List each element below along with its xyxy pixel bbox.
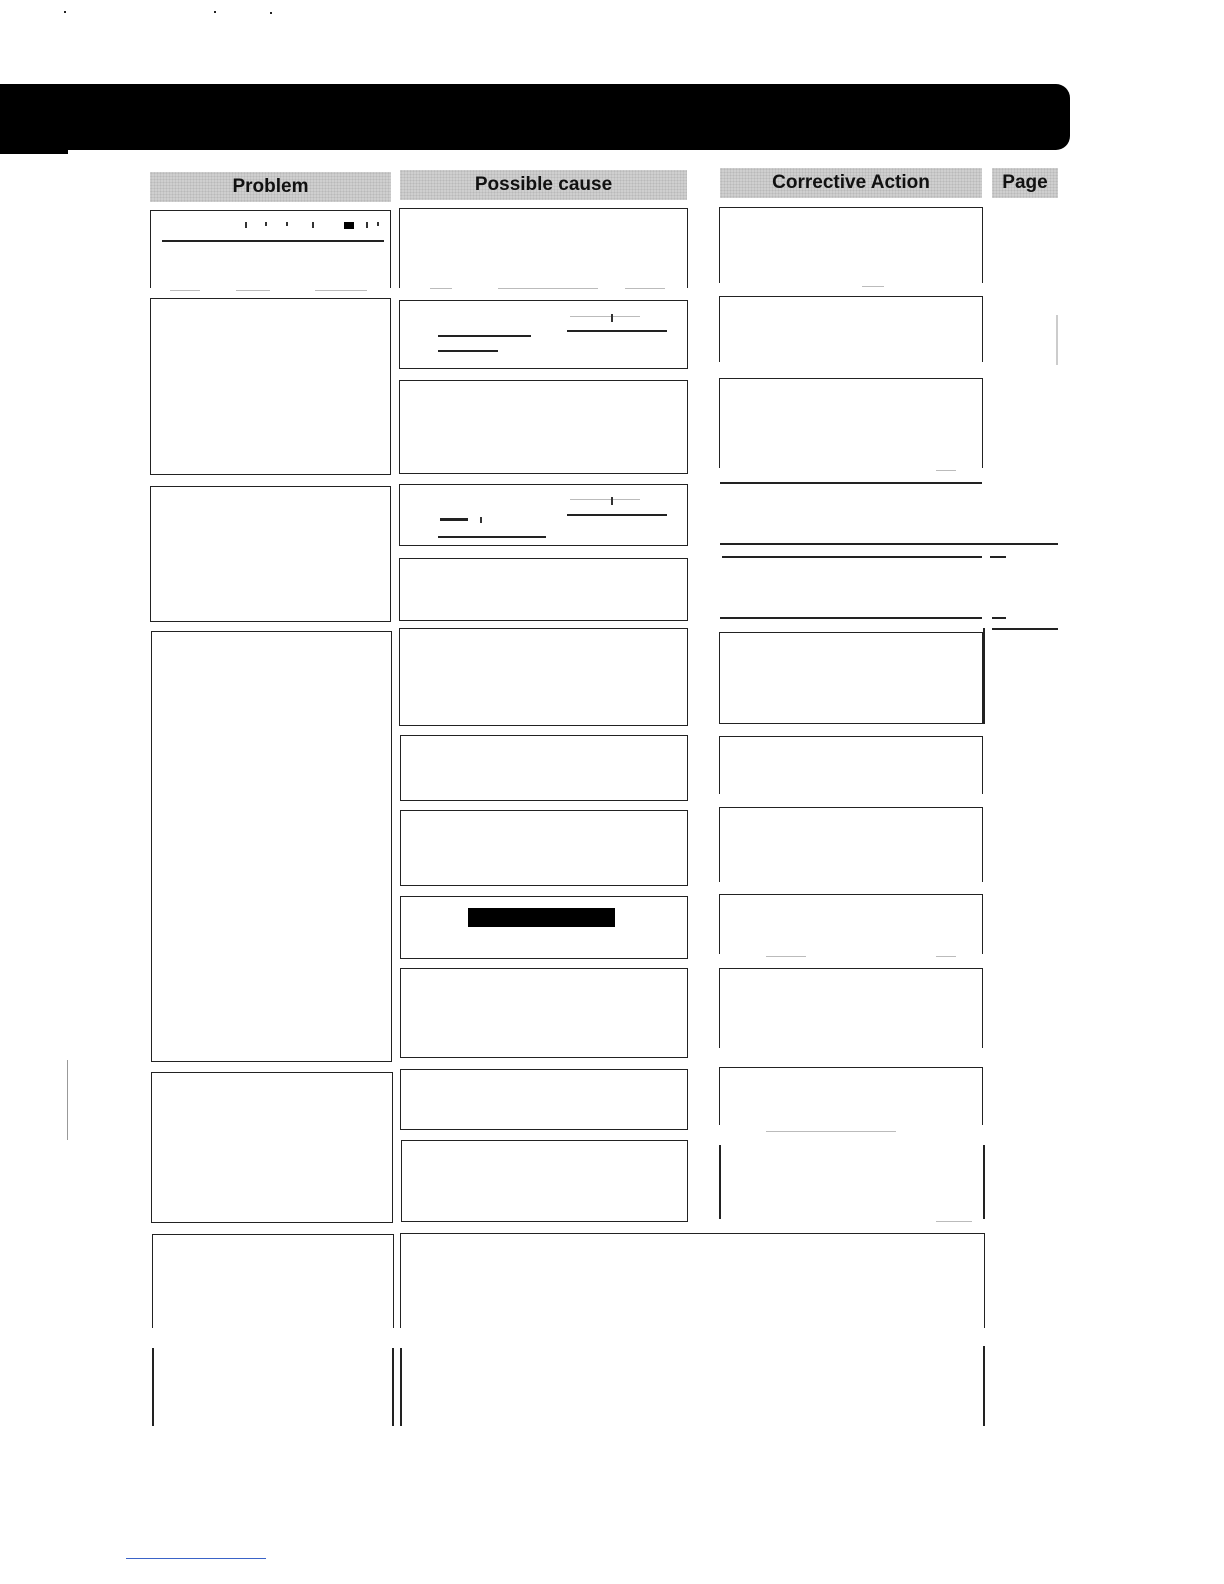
- action-rule: [992, 628, 1058, 630]
- faint-rule: [498, 288, 598, 289]
- text-fragment: [366, 222, 368, 228]
- faint-rule: [430, 288, 452, 289]
- page-cell-edge: [983, 628, 985, 724]
- faint-rule: [570, 499, 640, 500]
- action-rule: [720, 482, 982, 484]
- text-fragment: [377, 222, 379, 226]
- action-rule: [720, 617, 982, 619]
- faint-rule: [862, 286, 884, 287]
- problem-cell: [150, 486, 391, 622]
- action-cell: [719, 296, 983, 362]
- header-page: Page: [992, 168, 1058, 198]
- action-cell: [719, 736, 983, 794]
- action-cell: [719, 968, 983, 1048]
- scan-speck: [214, 11, 216, 13]
- action-rule: [990, 556, 1006, 558]
- problem-rule: [162, 240, 384, 242]
- header-corrective-action: Corrective Action: [720, 168, 982, 198]
- header-possible-cause: Possible cause: [400, 170, 687, 200]
- action-rule: [992, 617, 1006, 619]
- action-cell: [719, 632, 983, 724]
- faint-rule: [936, 1221, 972, 1222]
- action-cell: [719, 207, 983, 283]
- cause-rule: [438, 350, 498, 352]
- faint-rule: [315, 290, 367, 291]
- redacted-block: [468, 908, 615, 927]
- faint-rule: [766, 956, 806, 957]
- merged-cell-edge: [400, 1348, 402, 1426]
- cause-cell: [400, 896, 688, 959]
- action-cell: [719, 894, 983, 954]
- faint-rule: [170, 290, 200, 291]
- text-fragment: [245, 222, 247, 228]
- action-cell-edge: [983, 1145, 985, 1219]
- cause-rule: [567, 514, 667, 516]
- cause-rule: [440, 518, 468, 521]
- action-rule: [720, 543, 1058, 545]
- page-cell-edge: [1056, 315, 1058, 365]
- section-banner-tab: [0, 140, 68, 154]
- header-problem: Problem: [150, 172, 391, 202]
- action-cell-edge: [719, 1145, 721, 1219]
- section-banner: [0, 84, 1070, 150]
- cause-cell: [400, 810, 688, 886]
- text-fragment: [312, 222, 314, 228]
- action-rule: [722, 556, 982, 558]
- faint-rule: [766, 1131, 896, 1132]
- faint-rule: [625, 288, 665, 289]
- faint-rule: [570, 316, 640, 317]
- cause-cell: [400, 968, 688, 1058]
- problem-cell: [150, 298, 391, 475]
- action-cell: [719, 807, 983, 882]
- scan-speck: [64, 11, 66, 13]
- action-cell: [719, 378, 983, 468]
- text-fragment: [611, 314, 613, 322]
- cause-rule: [567, 330, 667, 332]
- faint-rule: [236, 290, 270, 291]
- merged-cell-edge: [983, 1346, 985, 1426]
- text-fragment: [265, 222, 267, 226]
- cause-rule: [438, 536, 546, 538]
- scan-speck: [270, 12, 272, 14]
- cause-cell: [399, 558, 688, 621]
- text-fragment: [611, 497, 613, 505]
- problem-cell: [151, 631, 392, 1062]
- footer-rule: [126, 1558, 266, 1559]
- scan-mark: [67, 1060, 68, 1140]
- faint-rule: [936, 956, 956, 957]
- cause-cell: [400, 735, 688, 801]
- cause-cell: [401, 1140, 688, 1222]
- text-fragment: [480, 517, 482, 523]
- action-cell: [719, 1067, 983, 1125]
- problem-cell: [151, 1072, 393, 1223]
- cause-rule: [438, 335, 531, 337]
- problem-cell-edge: [392, 1348, 394, 1426]
- cause-cell: [400, 1069, 688, 1130]
- faint-rule: [936, 470, 956, 471]
- cause-cell: [399, 208, 688, 288]
- problem-cell: [152, 1234, 394, 1328]
- redacted-mark: [344, 222, 354, 229]
- cause-cell: [399, 628, 688, 726]
- problem-cell: [150, 210, 391, 288]
- merged-cell: [400, 1233, 985, 1328]
- problem-cell-edge: [152, 1348, 154, 1426]
- text-fragment: [286, 222, 288, 226]
- cause-cell: [399, 380, 688, 474]
